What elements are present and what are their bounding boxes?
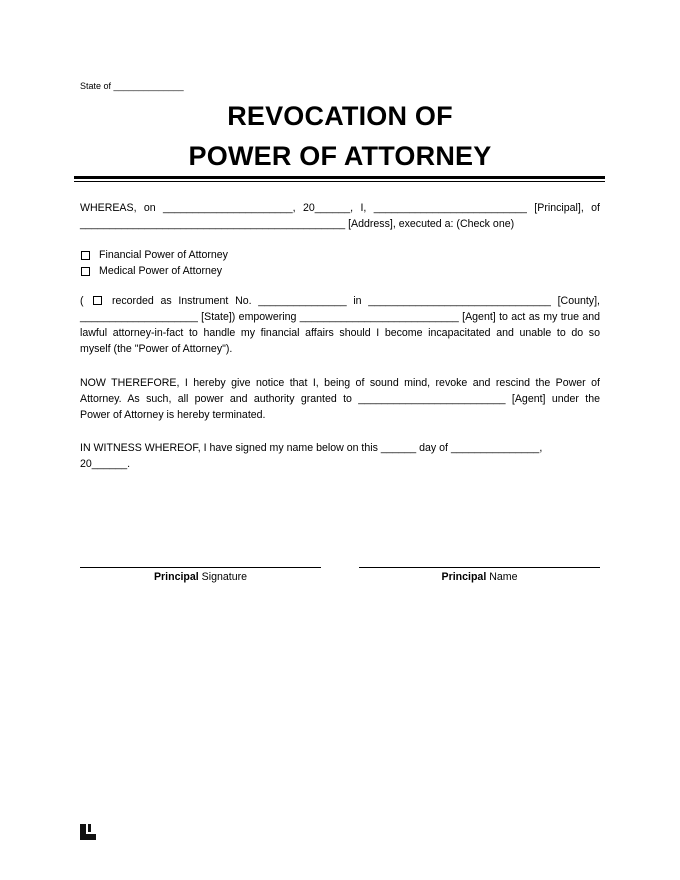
now-therefore-line-3: Power of Attorney is hereby terminated. [80,409,266,421]
witness-line-1: IN WITNESS WHEREOF, I have signed my name below on this ______ day of _______________, [80,442,543,454]
principal-name-bold: Principal [441,571,487,583]
now-therefore-line-1: NOW THEREFORE, I hereby give notice that I, being of sound mind, revoke and rescind the Power of [80,377,600,389]
recorded-line-4: myself (the "Power of Attorney"). [80,343,233,355]
medical-label: Medical Power of Attorney [99,265,223,277]
now-therefore-line-2: Attorney. As such, all power and authority granted to _________________________ [Agent] under the [80,393,600,405]
open-paren: ( [80,295,84,307]
brand-logo-icon [80,824,96,840]
principal-signature-bold: Principal [153,571,199,583]
principal-signature-line[interactable] [80,567,321,568]
state-of-field: State of ______________ [80,81,184,91]
recorded-line-1-text: recorded as Instrument No. _______________ in _______________________________ [County], [111,295,600,307]
principal-name-label [359,571,600,583]
title-divider-thin [74,181,605,182]
principal-name-line[interactable] [359,567,600,568]
medical-checkbox[interactable] [81,267,90,276]
financial-label: Financial Power of Attorney [99,249,228,261]
whereas-line-1: WHEREAS, on ______________________, 20______, I, __________________________ [Principal], of [80,202,600,214]
option-financial-poa[interactable] [81,248,228,262]
recorded-line-2: ____________________ [State]) empowering ___________________________ [Agent] to act as my true and [80,311,600,323]
title-divider-thick [74,176,605,179]
witness-line-2: 20______. [80,458,131,470]
option-medical-poa[interactable] [81,264,222,278]
principal-name-rest: Name [486,571,518,583]
recorded-checkbox[interactable] [93,296,102,305]
principal-signature-label [80,571,321,583]
whereas-line-2: _____________________________________________ [Address], executed a: (Check one) [80,218,515,230]
recorded-line-3: lawful attorney-in-fact to handle my financial affairs should I become incapacitated and unable to do so [80,327,600,339]
document-title-line-1: REVOCATION OF [227,101,453,131]
recorded-line-1 [80,294,600,308]
financial-checkbox[interactable] [81,251,90,260]
principal-signature-rest: Signature [198,571,248,583]
document-title-line-2: POWER OF ATTORNEY [188,141,492,171]
